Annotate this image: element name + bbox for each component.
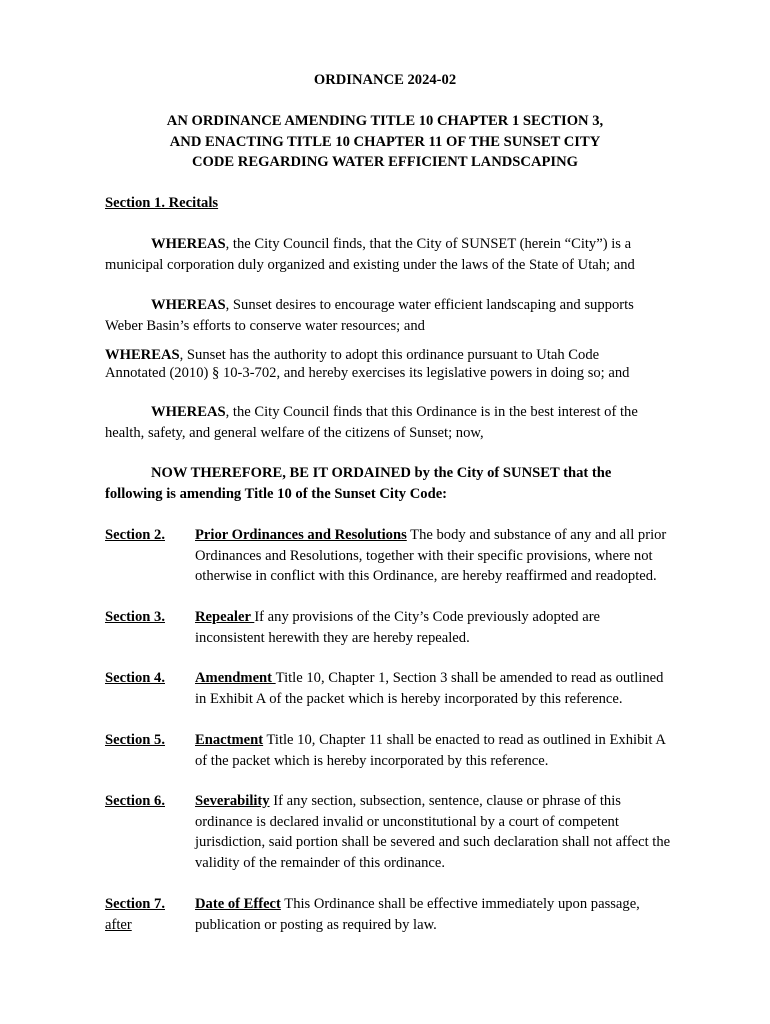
- section-subtitle: Enactment: [195, 732, 264, 748]
- section-3-label: [105, 607, 165, 628]
- ordained-text: NOW THEREFORE, BE IT ORDAINED by the City of SUNSET that the: [151, 465, 612, 481]
- section-5-body: [195, 730, 695, 771]
- recital-text: Annotated (2010) § 10-3-702, and hereby exercises its legislative powers in doing so; and: [105, 365, 630, 381]
- ordained-text: following is amending Title 10 of the Sunset City Code:: [105, 485, 448, 502]
- recital-text: , Sunset has the authority to adopt this ordinance pursuant to Utah Code: [179, 347, 600, 363]
- subtitle-line: AND ENACTING TITLE 10 CHAPTER 11 OF THE SUNSET CITY: [169, 133, 601, 150]
- section-text: jurisdiction, said portion shall be severed and such declaration shall not affect the: [195, 834, 671, 851]
- section-text: If any section, subsection, sentence, clause or phrase of this: [269, 793, 621, 809]
- recital-keyword: WHEREAS: [151, 404, 226, 420]
- section-text: This Ordinance shall be effective immediately upon passage,: [280, 896, 640, 912]
- recital-text: , Sunset desires to encourage water efficient landscaping and supports: [225, 297, 634, 313]
- section-number: Section 6.: [105, 793, 165, 809]
- recital-text: , the City Council finds, that the City of SUNSET (herein “City”) is a: [225, 236, 632, 252]
- recital-keyword: WHEREAS: [105, 347, 180, 363]
- section-number: Section 5.: [105, 732, 165, 748]
- recital-keyword: WHEREAS: [151, 297, 226, 313]
- ordained-clause: [105, 463, 685, 504]
- recital-paragraph: [105, 234, 685, 275]
- section-text: Ordinances and Resolutions, together with their specific provisions, where not: [195, 547, 653, 564]
- section-2-body: [195, 525, 695, 587]
- recital-text: municipal corporation duly organized and existing under the laws of the State of Utah; and: [105, 256, 635, 273]
- section-7-body: [195, 894, 695, 935]
- section-text: Title 10, Chapter 1, Section 3 shall be amended to read as outlined: [275, 670, 664, 686]
- section-4-body: [195, 668, 695, 709]
- section-number: Section 7.: [105, 896, 165, 912]
- section-7-after-text: after: [105, 916, 132, 933]
- section-text: validity of the remainder of this ordinance.: [195, 854, 446, 871]
- ordinance-title: ORDINANCE 2024-02: [313, 72, 457, 88]
- section-text: in Exhibit A of the packet which is hereby incorporated by this reference.: [195, 690, 623, 707]
- section-4-label: [105, 668, 165, 689]
- section-7-label: [105, 894, 165, 935]
- recital-paragraph: [105, 295, 685, 336]
- section-text: of the packet which is hereby incorporated by this reference.: [195, 752, 549, 769]
- section-3-body: [195, 607, 695, 648]
- section-subtitle: Prior Ordinances and Resolutions: [195, 527, 407, 543]
- section-subtitle: Date of Effect: [195, 896, 281, 912]
- recital-paragraph: [105, 402, 685, 443]
- section-1-heading: Section 1. Recitals: [105, 195, 219, 211]
- recital-keyword: WHEREAS: [151, 236, 226, 252]
- recital-paragraph: [105, 346, 685, 382]
- section-subtitle: Amendment: [195, 670, 276, 686]
- section-text: inconsistent herewith they are hereby repealed.: [195, 629, 470, 646]
- section-text: publication or posting as required by law.: [195, 916, 437, 933]
- section-text: otherwise in conflict with this Ordinance, are hereby reaffirmed and readopted.: [195, 568, 657, 585]
- section-6-body: [195, 791, 695, 873]
- section-text: Title 10, Chapter 11 shall be enacted to read as outlined in Exhibit A: [263, 732, 666, 748]
- section-text: The body and substance of any and all prior: [406, 527, 667, 543]
- section-number: Section 3.: [105, 609, 165, 625]
- section-number: Section 4.: [105, 670, 165, 686]
- section-text: If any provisions of the City’s Code previously adopted are: [254, 609, 601, 625]
- section-2-label: [105, 525, 165, 546]
- section-subtitle: Repealer: [195, 609, 255, 625]
- recital-text: health, safety, and general welfare of the citizens of Sunset; now,: [105, 424, 484, 441]
- section-subtitle: Severability: [195, 793, 270, 809]
- section-5-label: [105, 730, 165, 751]
- recital-text: Weber Basin’s efforts to conserve water resources; and: [105, 317, 425, 334]
- recital-text: , the City Council finds that this Ordinance is in the best interest of the: [225, 404, 638, 420]
- subtitle-line: CODE REGARDING WATER EFFICIENT LANDSCAPING: [192, 154, 578, 171]
- section-6-label: [105, 791, 165, 812]
- section-number: Section 2.: [105, 527, 165, 543]
- section-text: ordinance is declared invalid or unconstitutional by a court of competent: [195, 813, 619, 830]
- ordinance-subtitle: [140, 111, 630, 173]
- subtitle-line: AN ORDINANCE AMENDING TITLE 10 CHAPTER 1 SECTION 3,: [166, 113, 604, 129]
